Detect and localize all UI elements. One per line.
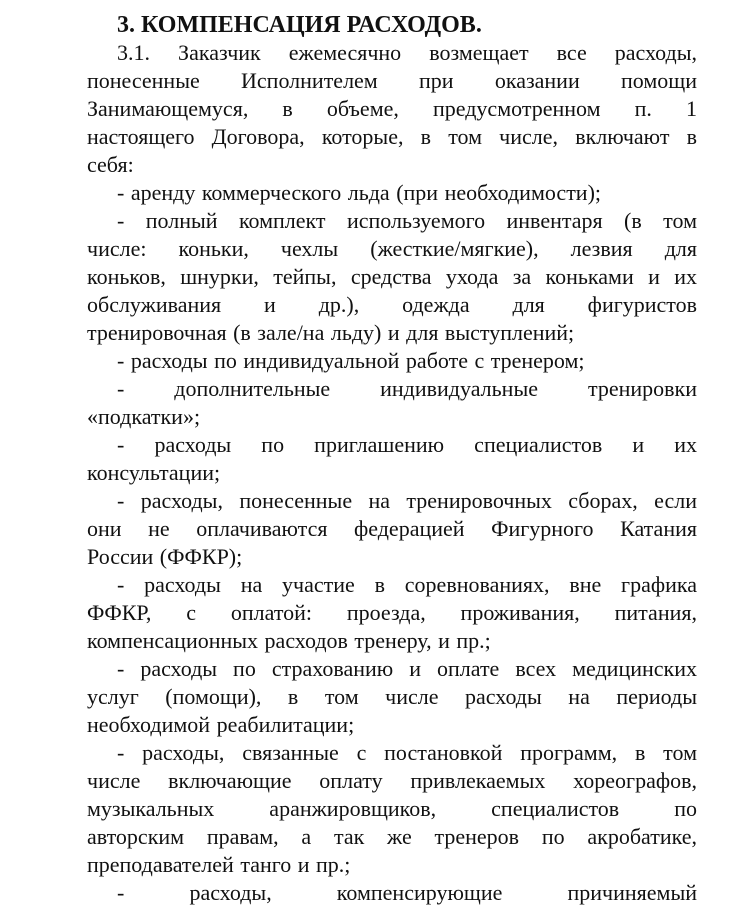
section-heading: 3. КОМПЕНСАЦИЯ РАСХОДОВ. [117,12,482,38]
paragraph [87,571,697,655]
paragraph [87,179,697,207]
paragraph [87,487,697,571]
text-line: коньков, шнурки, тейпы, средства ухода за коньками и их [87,264,697,289]
text-line: - аренду коммерческого льда (при необходимости); [117,180,602,205]
text-line: - полный комплект используемого инвентаря (в том [117,208,697,233]
text-line: - расходы на участие в соревнованиях, вне графика [117,572,697,597]
text-line: настоящего Договора, которые, в том числе, включают в [87,124,697,149]
paragraph [87,39,697,179]
paragraph [87,347,697,375]
text-line: России (ФФКР); [87,544,243,569]
text-line: числе: коньки, чехлы (жесткие/мягкие), лезвия для [87,236,697,261]
document-body [87,39,697,907]
text-line: Занимающемуся, в объеме, предусмотренном п. 1 [87,96,697,121]
text-line: себя: [87,152,134,177]
paragraph [87,879,697,907]
text-line: ФФКР, с оплатой: проезда, проживания, питания, [87,600,697,625]
text-line: преподавателей танго и пр.; [87,852,351,877]
paragraph [87,207,697,347]
text-line: - расходы по страхованию и оплате всех медицинских [117,656,697,681]
paragraph [87,739,697,879]
text-line: - расходы по индивидуальной работе с тренером; [117,348,585,373]
text-line: компенсационных расходов тренеру, и пр.; [87,628,491,653]
text-line: они не оплачиваются федерацией Фигурного Катания [87,516,697,541]
text-line: - расходы, понесенные на тренировочных сборах, если [117,488,697,513]
text-line: «подкатки»; [87,404,201,429]
text-line: - расходы, связанные с постановкой программ, в том [117,740,697,765]
text-line: - расходы по приглашению специалистов и их [117,432,697,457]
text-line: необходимой реабилитации; [87,712,355,737]
text-line: услуг (помощи), в том числе расходы на периоды [87,684,697,709]
text-line: обслуживания и др.), одежда для фигуристов [87,292,697,317]
paragraph [87,431,697,487]
text-line: числе включающие оплату привлекаемых хореографов, [87,768,697,793]
text-line: понесенные Исполнителем при оказании помощи [87,68,697,93]
text-line: - расходы, компенсирующие причиняемый [117,880,697,905]
text-line: консультации; [87,460,221,485]
text-line: авторским правам, а так же тренеров по акробатике, [87,824,697,849]
paragraph [87,655,697,739]
text-line: - дополнительные индивидуальные тренировки [117,376,697,401]
text-line: тренировочная (в зале/на льду) и для выступлений; [87,320,575,345]
text-line: музыкальных аранжировщиков, специалистов по [87,796,697,821]
text-line: 3.1. Заказчик ежемесячно возмещает все расходы, [117,40,697,65]
paragraph [87,375,697,431]
